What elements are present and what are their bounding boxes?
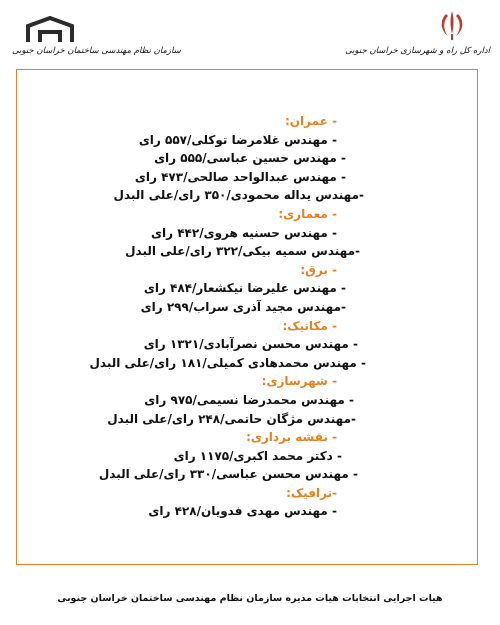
list-item: - مهندس محمدرضا نسیمی/۹۷۵ رای: [144, 392, 354, 407]
emblem-icon: [434, 8, 470, 42]
category-architecture: - معماری:: [278, 206, 337, 221]
list-item: -مهندس یداله محمودی/۳۵۰ رای/علی البدل: [113, 188, 364, 203]
list-item: - مهندس محسن نصرآبادی/۱۳۲۱ رای: [143, 337, 358, 352]
list-item: - مهندس محسن عباسی/۳۳۰ رای/علی البدل: [98, 467, 358, 482]
list-item: - مهندس حسین عباسی/۵۵۵ رای: [154, 151, 346, 166]
list-item: - مهندس محمدهادی کمیلی/۱۸۱ رای/علی البدل: [89, 355, 366, 370]
list-item: -مهندس سمیه بیکی/۳۲۲ رای/علی البدل: [125, 244, 360, 259]
ministry-office-name: اداره کل راه و شهرسازی خراسان جنوبی: [345, 46, 490, 56]
list-item: - دکتر محمد اکبری/۱۱۷۵ رای: [173, 448, 342, 463]
list-item: - مهندس غلامرضا توکلی/۵۵۷ رای: [138, 132, 337, 147]
category-mechanical: - مکانیک:: [282, 318, 337, 333]
list-item: -مهندس مژگان حاتمی/۲۴۸ رای/علی البدل: [107, 411, 356, 426]
page-header: [0, 0, 500, 70]
category-urban-planning: - شهرسازی:: [261, 374, 337, 389]
footer-signature: هیات اجرایی انتخابات هیات مدیره سازمان نظام مهندسی ساختمان خراسان جنوبی: [57, 593, 443, 604]
category-surveying: - نقشه برداری:: [246, 430, 337, 445]
organization-logo-icon: [22, 14, 78, 46]
category-traffic: -ترافیک:: [286, 485, 337, 500]
category-electrical: - برق:: [300, 262, 337, 277]
list-item: - مهندس عبدالواحد صالحی/۴۷۳ رای: [134, 169, 346, 184]
results-list: [16, 112, 478, 521]
organization-name: سازمان نظام مهندسی ساختمان خراسان جنوبی: [12, 46, 181, 56]
list-item: -مهندس مجید آذری سراب/۲۹۹ رای: [140, 299, 346, 314]
category-civil: - عمران:: [284, 114, 337, 128]
list-item: - مهندس مهدی فدویان/۴۲۸ رای: [148, 504, 337, 519]
list-item: - مهندس علیرضا نیکشعار/۴۸۴ رای: [143, 281, 346, 296]
list-item: - مهندس حسنیه هروی/۴۴۲ رای: [151, 225, 337, 240]
